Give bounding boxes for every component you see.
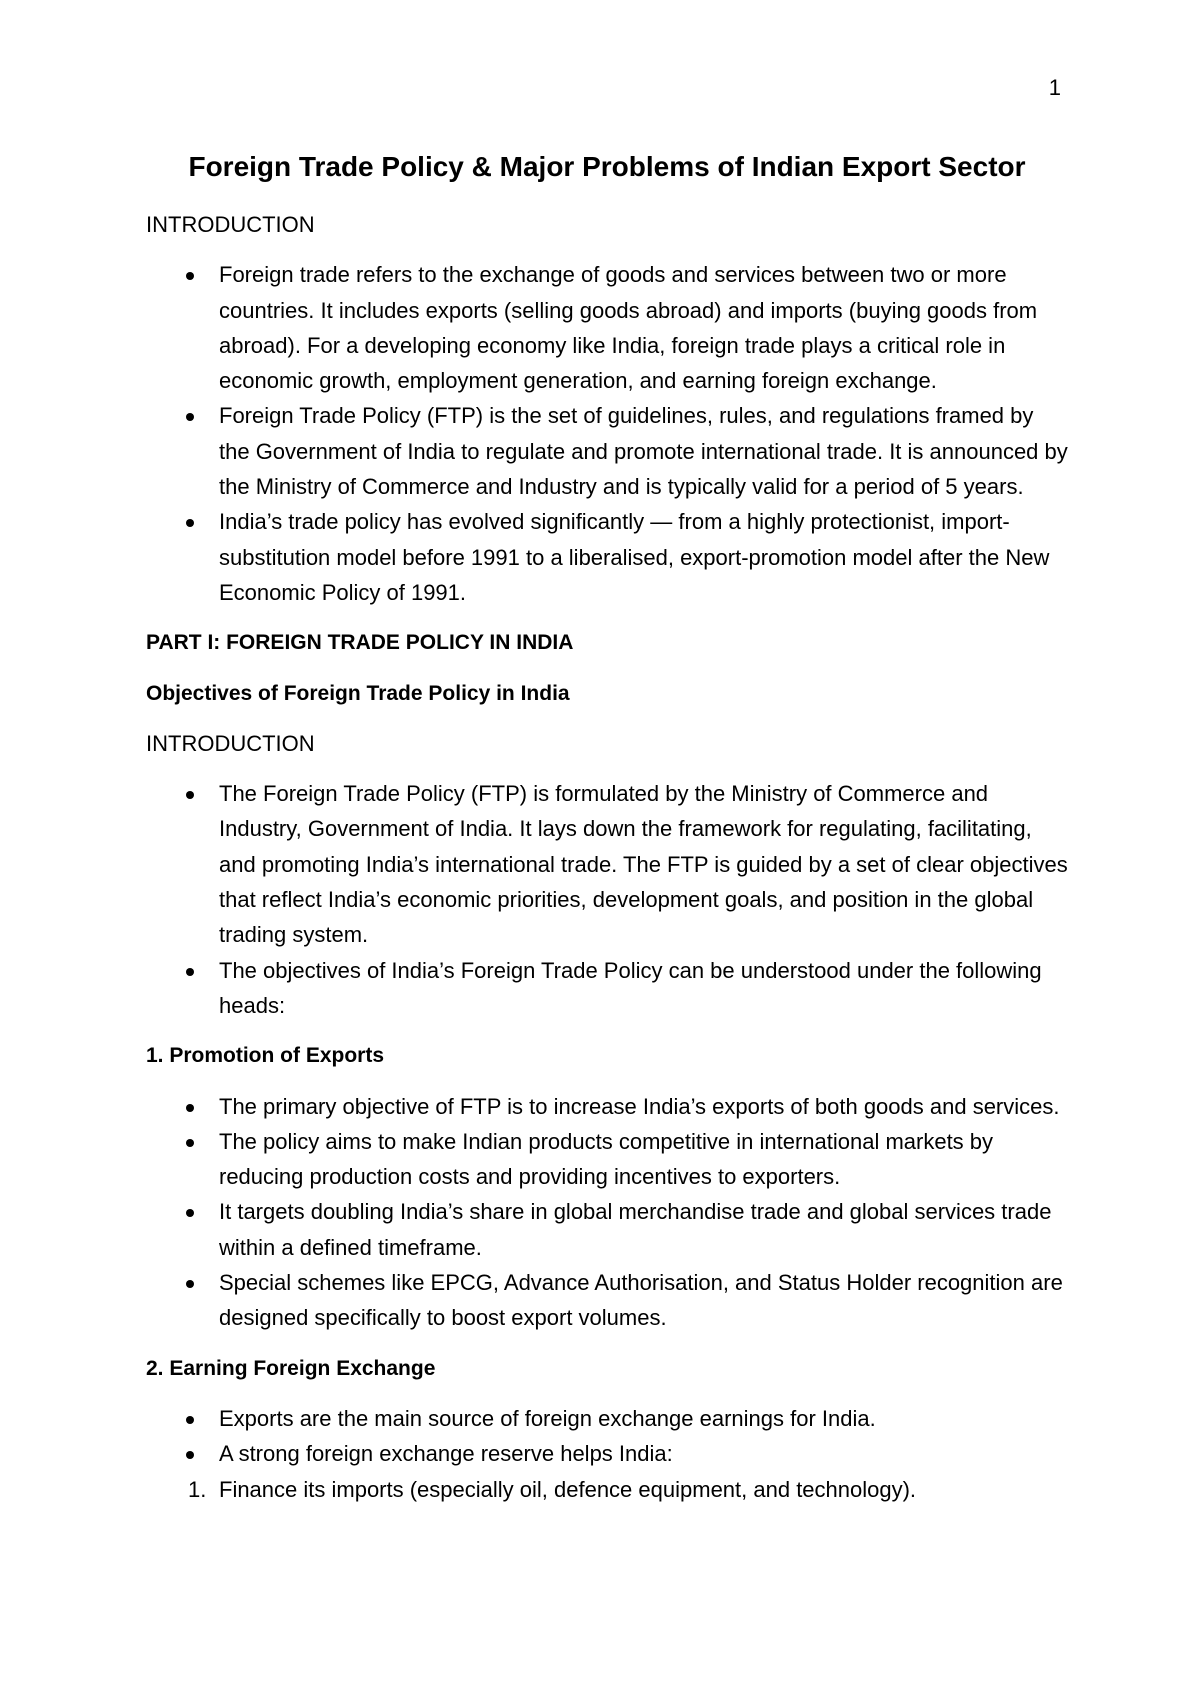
list-item [146, 257, 1068, 398]
intro-bullet-list [146, 257, 1068, 610]
list-item [146, 1436, 1068, 1471]
objective-bullet-list [146, 1089, 1068, 1336]
page-number: 1 [1048, 75, 1061, 100]
list-item [146, 504, 1068, 610]
list-item-text: Foreign trade refers to the exchange of goods and services between two or more countries. It includes exports (selling goods abroad) and imports (buying goods from abroad). For a developing economy like India, foreign trade plays a critical role in economic growth, employment generation, and earning foreign exchange. [219, 262, 1038, 394]
bullet-marker [186, 1139, 194, 1147]
list-number: 1. [188, 1476, 207, 1502]
section-heading-introduction: INTRODUCTION [146, 212, 315, 237]
bullet-marker [186, 968, 194, 976]
bullet-marker [186, 1209, 194, 1217]
section-subheading: Objectives of Foreign Trade Policy in India [146, 681, 570, 705]
list-item-text: Special schemes like EPCG, Advance Authorisation, and Status Holder recognition are designed specifically to boost export volumes. [219, 1270, 1063, 1331]
objective-heading: 2. Earning Foreign Exchange [146, 1356, 436, 1380]
list-item [146, 1401, 1068, 1436]
list-item [146, 1194, 1068, 1265]
list-item-text: The primary objective of FTP is to increase India’s exports of both goods and services. [219, 1093, 1060, 1119]
bullet-marker [186, 519, 194, 527]
objective-bullet-list [146, 1401, 1068, 1507]
list-item [146, 953, 1068, 1024]
list-item [146, 398, 1068, 504]
part1-intro-bullet-list [146, 776, 1068, 1023]
list-item [146, 1089, 1068, 1124]
bullet-marker [186, 1451, 194, 1459]
list-item-text: The objectives of India’s Foreign Trade Policy can be understood under the following heads: [219, 957, 1042, 1018]
list-item [146, 1265, 1068, 1336]
bullet-marker [186, 1280, 194, 1288]
list-item-text: Foreign Trade Policy (FTP) is the set of guidelines, rules, and regulations framed by the Government of India to regulate and promote international trade. It is announced by the Ministry of Commerce and Industry and is typically valid for a period of 5 years. [219, 403, 1068, 500]
list-item-text: India’s trade policy has evolved significantly — from a highly protectionist, import-substitution model before 1991 to a liberalised, export-promotion model after the New Economic Policy of 1991. [219, 509, 1050, 605]
list-item-text: Exports are the main source of foreign exchange earnings for India. [219, 1405, 876, 1431]
list-item-text: The Foreign Trade Policy (FTP) is formulated by the Ministry of Commerce and Industry, Government of India. It lays down the framework for regulating, facilitating, and promoting India’s international trade. The FTP is guided by a set of clear objectives that reflect India’s economic priorities, development goals, and position in the global trading system. [219, 781, 1068, 948]
bullet-marker [186, 413, 194, 421]
list-item-text: It targets doubling India’s share in global merchandise trade and global services trade within a defined timeframe. [219, 1199, 1052, 1260]
list-item-text: A strong foreign exchange reserve helps India: [219, 1441, 673, 1467]
list-item-text: The policy aims to make Indian products competitive in international markets by reducing production costs and providing incentives to exporters. [219, 1128, 994, 1190]
section-heading-introduction: INTRODUCTION [146, 730, 315, 756]
list-item [146, 776, 1068, 952]
document-title: Foreign Trade Policy & Major Problems of Indian Export Sector [188, 151, 1026, 182]
list-item [146, 1124, 1068, 1195]
objective-heading: 1. Promotion of Exports [146, 1044, 385, 1068]
list-item-text: Finance its imports (especially oil, defence equipment, and technology). [219, 1476, 917, 1502]
document-body [146, 147, 1068, 1522]
numbered-list-item [146, 1472, 1068, 1507]
bullet-marker [186, 272, 194, 280]
bullet-marker [186, 1104, 194, 1112]
bullet-marker [186, 1416, 194, 1424]
part-heading: PART I: FOREIGN TRADE POLICY IN INDIA [146, 631, 574, 655]
bullet-marker [186, 791, 194, 799]
